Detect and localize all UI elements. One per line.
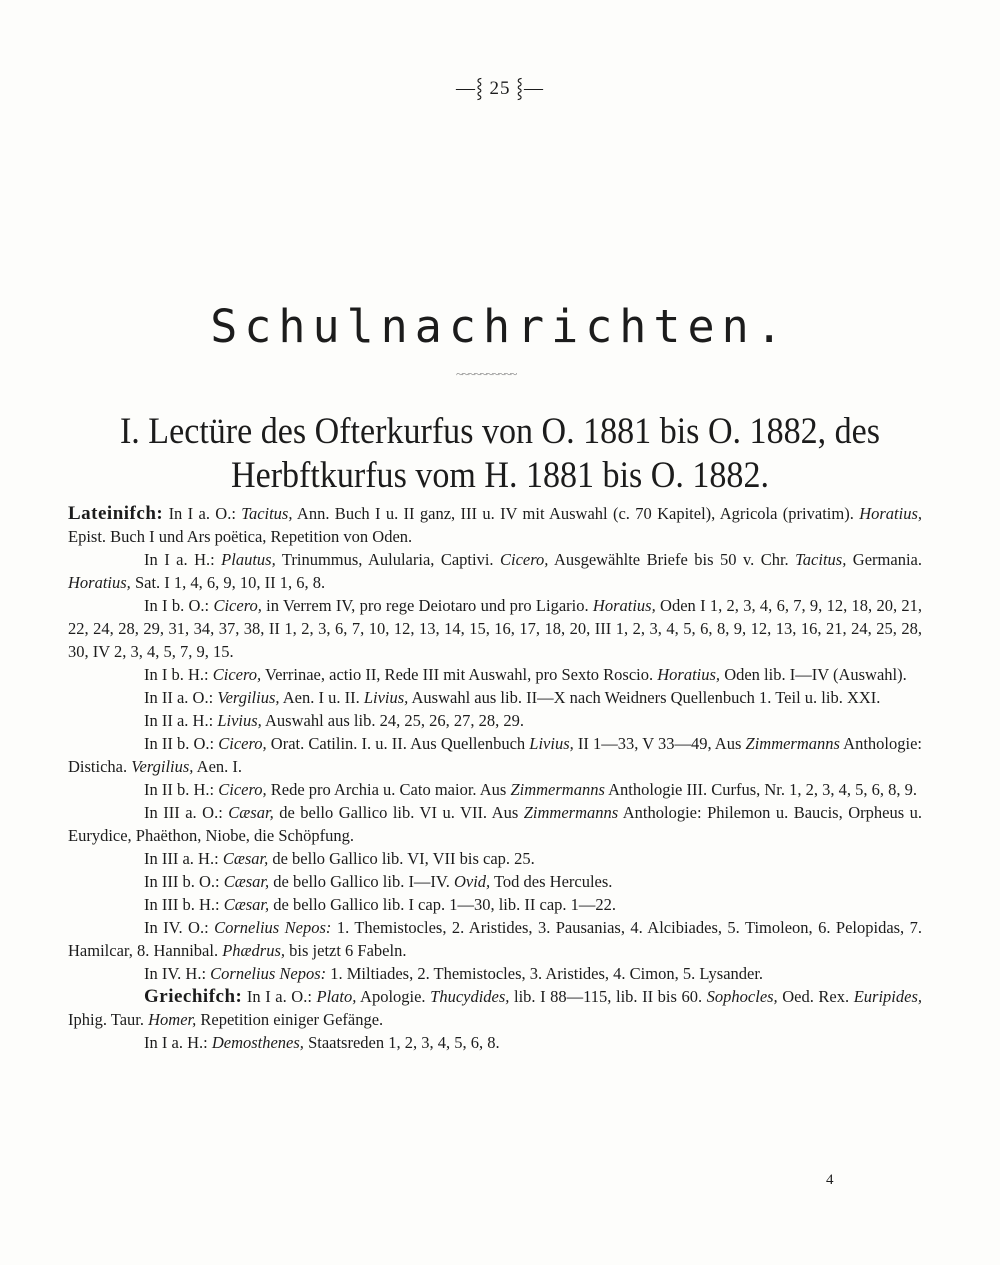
reading-paragraph (68, 663, 922, 686)
paragraph-text: bis jetzt 6 Fabeln. (285, 941, 407, 960)
author-name: Horatius, (657, 665, 721, 684)
title-ornament: ~~~~~~~~~~ (456, 370, 517, 378)
paragraph-text: In I a. O.: (242, 987, 317, 1006)
paragraph-text: In II a. H.: (144, 711, 218, 730)
author-name: Cicero, (218, 780, 267, 799)
subject-label: Griechifch: (144, 986, 243, 1007)
reading-paragraph (68, 732, 922, 778)
paragraph-text: II 1—33, V 33—49, Aus (573, 734, 746, 753)
reading-paragraph (68, 893, 922, 916)
reading-paragraph (68, 985, 922, 1031)
paragraph-text: Sat. I 1, 4, 6, 9, 10, II 1, 6, 8. (130, 573, 326, 592)
reading-paragraph (68, 548, 922, 594)
paragraph-text: Auswahl aus lib. 24, 25, 26, 27, 28, 29. (261, 711, 524, 730)
paragraph-text: In III b. O.: (144, 872, 224, 891)
author-name: Thucydides, (430, 987, 510, 1006)
paragraph-text: In IV. H.: (144, 964, 211, 983)
reading-paragraph (68, 686, 922, 709)
paragraph-text: Trinummus, Aulularia, Captivi. (275, 550, 501, 569)
author-name: Tacitus, (241, 504, 293, 523)
paragraph-text: Ann. Buch I u. II ganz, III u. IV mit Auswahl (c. 70 Kapitel), Agricola (privatim). (292, 504, 860, 523)
page-number: —⸾ 25 ⸾— (455, 78, 545, 99)
reading-paragraph (68, 962, 922, 985)
reading-paragraph (68, 594, 922, 663)
author-name: Plato, (316, 987, 357, 1006)
reading-paragraph (68, 502, 922, 548)
paragraph-text: Aen. I. (193, 757, 243, 776)
author-name: Livius, (363, 688, 409, 707)
reading-paragraph (68, 801, 922, 847)
paragraph-text: In III a. H.: (144, 849, 223, 868)
paragraph-text: de bello Gallico lib. I—IV. (269, 872, 454, 891)
paragraph-text: Apologie. (356, 987, 431, 1006)
paragraph-text: Iphig. Taur. (68, 1010, 149, 1029)
author-name: Horatius, (68, 573, 131, 592)
author-name: Euripides, (853, 987, 922, 1006)
paragraph-text: Anthologie III. Curfus, Nr. 1, 2, 3, 4, 5, 6, 8, 9. (604, 780, 917, 799)
reading-paragraph (68, 916, 922, 962)
author-name: Ovid, (453, 872, 491, 891)
paragraph-text: In I a. H.: (144, 1033, 212, 1052)
paragraph-text: de bello Gallico lib. VI, VII bis cap. 25. (268, 849, 535, 868)
signature-mark: 4 (826, 1172, 834, 1188)
paragraph-text: 1. Themistocles, 2. Aristides, 3. Pausanias, 4. Alcibiades, 5. Timoleon, 6. Pelopidas, 7. Hamilcar, 8. Hannibal. (68, 918, 923, 960)
paragraph-text: de bello Gallico lib. VI u. VII. Aus (273, 803, 524, 822)
author-name: Cicero, (213, 596, 262, 615)
paragraph-text: Staatsreden 1, 2, 3, 4, 5, 6, 8. (303, 1033, 500, 1052)
paragraph-text: Orat. Catilin. I. u. II. Aus Quellenbuch (266, 734, 530, 753)
paragraph-text: Rede pro Archia u. Cato maior. Aus (266, 780, 511, 799)
paragraph-text: In II a. O.: (144, 688, 218, 707)
paragraph-text: lib. I 88—115, lib. II bis 60. (509, 987, 707, 1006)
paragraph-text: Aen. I u. II. (279, 688, 364, 707)
paragraph-text: In II b. H.: (144, 780, 219, 799)
author-name: Demosthenes, (211, 1033, 304, 1052)
paragraph-text: 1. Miltiades, 2. Themistocles, 3. Aristides, 4. Cimon, 5. Lysander. (326, 964, 764, 983)
paragraph-text: In III a. O.: (144, 803, 229, 822)
paragraph-text: In I a. O.: (163, 504, 242, 523)
paragraph-text: de bello Gallico lib. I cap. 1—30, lib. II cap. 1—22. (269, 895, 617, 914)
author-name: Zimmermanns (523, 803, 619, 822)
author-name: Plautus, (221, 550, 276, 569)
author-name: Cicero, (212, 665, 262, 684)
author-name: Cæsar, (228, 803, 274, 822)
paragraph-text: Oed. Rex. (777, 987, 854, 1006)
author-name: Phædrus, (222, 941, 286, 960)
author-name: Sophocles, (706, 987, 778, 1006)
subject-label: Lateinifch: (68, 503, 164, 524)
paragraph-text: Germania. (846, 550, 922, 569)
reading-paragraph (68, 709, 922, 732)
reading-paragraph (68, 870, 922, 893)
paragraph-text: Repetition einiger Gefänge. (196, 1010, 384, 1029)
reading-list (68, 502, 922, 1054)
section-heading: I. Lectüre des Ofterkurfus von O. 1881 bis O. 1882, des Herbftkurfus vom H. 1881 bis O. 1882. (119, 411, 881, 496)
paragraph-text: In IV. O.: (144, 918, 215, 937)
paragraph-text: In III b. H.: (144, 895, 224, 914)
author-name: Cicero, (500, 550, 549, 569)
reading-paragraph (68, 847, 922, 870)
author-name: Zimmermanns (510, 780, 605, 799)
author-name: Horatius, (859, 504, 922, 523)
paragraph-text: In I b. O.: (144, 596, 214, 615)
paragraph-text: Oden I 1, 2, 3, 4, 6, 7, 9, 12, 18, 20, 21, 22, 24, 28, 29, 31, 34, 37, 38, II 1, 2, 3, 6, 7, 10, 12, 13, 14, 15, 16, 17, 18, 20, III 1, 2, 3, 4, 5, 6, 8, 9, 12, 13, 16, 21, 24, 25, 28, 30, IV 2, 3, 4, 5, 7, 9, 15. (68, 596, 922, 661)
author-name: Cornelius Nepos: (210, 964, 327, 983)
paragraph-text: Verrinae, actio II, Rede III mit Auswahl, pro Sexto Roscio. (261, 665, 658, 684)
author-name: Vergilius, (131, 757, 194, 776)
paragraph-text: In I a. H.: (144, 550, 222, 569)
paragraph-text: in Verrem IV, pro rege Deiotaro und pro Ligario. (261, 596, 593, 615)
reading-paragraph (68, 1031, 922, 1054)
author-name: Cæsar, (223, 895, 270, 914)
paragraph-text: Epist. Buch I und Ars poëtica, Repetition von Oden. (68, 527, 413, 546)
paragraph-text: In II b. O.: (144, 734, 219, 753)
author-name: Cornelius Nepos: (214, 918, 332, 937)
paragraph-text: Auswahl aus lib. II—X nach Weidners Quellenbuch 1. Teil u. lib. XXI. (408, 688, 881, 707)
author-name: Cicero, (218, 734, 267, 753)
author-name: Vergilius, (217, 688, 280, 707)
paragraph-text: In I b. H.: (144, 665, 213, 684)
author-name: Livius, (217, 711, 262, 730)
author-name: Zimmermanns (745, 734, 840, 753)
author-name: Cæsar, (223, 872, 270, 891)
author-name: Homer, (148, 1010, 197, 1029)
paragraph-text: Anthologie: Philemon u. Baucis, Orpheus u. Eurydice, Phaëthon, Niobe, die Schöpfung. (68, 803, 922, 845)
author-name: Horatius, (592, 596, 656, 615)
author-name: Livius, (529, 734, 574, 753)
paragraph-text: Ausgewählte Briefe bis 50 v. Chr. (548, 550, 796, 569)
paragraph-text: Tod des Hercules. (490, 872, 613, 891)
page-title: Schulnachrichten. (210, 300, 790, 353)
author-name: Cæsar, (222, 849, 269, 868)
author-name: Tacitus, (795, 550, 847, 569)
paragraph-text: Oden lib. I—IV (Auswahl). (720, 665, 907, 684)
paragraph-text: Anthologie: Disticha. (68, 734, 922, 776)
reading-paragraph (68, 778, 922, 801)
